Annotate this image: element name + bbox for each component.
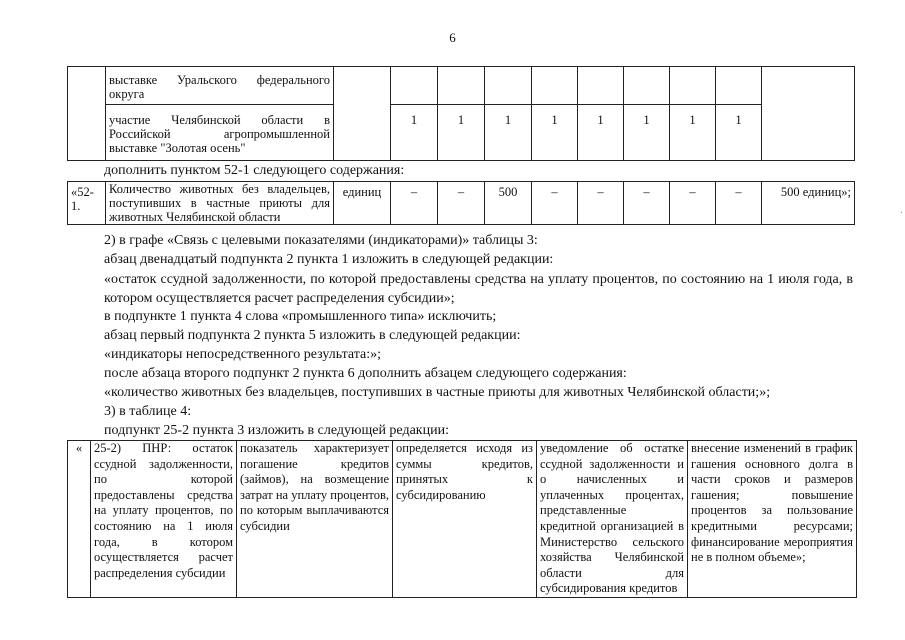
table-cell-value: 1 bbox=[624, 105, 670, 161]
table-cell-name: участие Челябинской области в Российской агропромышленной выставке "Золотая осень" bbox=[106, 105, 334, 161]
item-number: «52-1. bbox=[68, 182, 106, 225]
paragraph: после абзаца второго подпункт 2 пункта 6 дополнить абзацем следующего содержания: bbox=[104, 366, 627, 381]
table-cell-value: – bbox=[532, 182, 578, 225]
item-25-2-table bbox=[67, 440, 857, 598]
data-source: уведомление об остатке ссудной задолженности и о начисленных и уплаченных процентах, представленные кредитной организацией в Министерство сельского хозяйства Челябинской области для субсидирования кредитов bbox=[537, 441, 688, 598]
table-cell-value bbox=[670, 67, 716, 105]
opening-quote: « bbox=[68, 441, 91, 598]
table-row bbox=[68, 441, 857, 598]
table-cell-value: 1 bbox=[485, 105, 532, 161]
continuation-table bbox=[67, 66, 855, 161]
page-number: 6 bbox=[449, 30, 456, 45]
table-cell-value bbox=[716, 67, 762, 105]
risk-factors: внесение изменений в график гашения основного долга в части сроков и размеров гашения; повышение процентов за пользование кредитными ресурсами; финансирование мероприятия не в полном объеме»; bbox=[688, 441, 857, 598]
table-cell-value bbox=[624, 67, 670, 105]
table-cell-value bbox=[578, 67, 624, 105]
instruction-line: дополнить пунктом 52-1 следующего содержания: bbox=[104, 163, 405, 178]
table-cell-value bbox=[391, 67, 438, 105]
table-cell-value bbox=[532, 67, 578, 105]
paragraph: 3) в таблице 4: bbox=[104, 404, 192, 419]
paragraph: «количество животных без владельцев, поступивших в частные приюты для животных Челябинской области;»; bbox=[104, 385, 771, 400]
paragraph: абзац двенадцатый подпункта 2 пункта 1 изложить в следующей редакции: bbox=[104, 252, 554, 267]
paragraph: абзац первый подпункта 2 пункта 5 изложить в следующей редакции: bbox=[104, 328, 521, 343]
table-cell-unit bbox=[334, 67, 391, 161]
table-cell-value: – bbox=[578, 182, 624, 225]
table-cell-value: – bbox=[391, 182, 438, 225]
item-total: 500 единиц»; bbox=[762, 182, 855, 225]
table-cell-value: 1 bbox=[532, 105, 578, 161]
table-cell-value: 1 bbox=[716, 105, 762, 161]
calculation-method: определяется исходя из суммы кредитов, принятых к субсидированию bbox=[393, 441, 537, 598]
margin-mark: · bbox=[899, 208, 903, 219]
table-row bbox=[68, 67, 855, 105]
item-52-1-table bbox=[67, 181, 855, 225]
table-cell-value: 1 bbox=[670, 105, 716, 161]
table-cell-value: 500 bbox=[485, 182, 532, 225]
table-cell-num bbox=[68, 67, 106, 161]
table-cell-name: выставке Уральского федерального округа bbox=[106, 67, 334, 105]
paragraph-text: «остаток ссудной задолженности, по которой предоставлены средства на уплату процентов, по состоянию на 1 июля года, в котором осуществляется расчет распределения субсидии»; bbox=[104, 272, 853, 306]
table-cell-value: 1 bbox=[438, 105, 485, 161]
table-cell-total bbox=[762, 67, 855, 161]
indicator-name: 25-2) ПНР: остаток ссудной задолженности, по которой предоставлены средства на уплату процентов, по состоянию на 1 июля года, в котором осуществляется расчет распределения субсидии bbox=[91, 441, 237, 598]
item-name: Количество животных без владельцев, поступивших в частные приюты для животных Челябинской области bbox=[106, 182, 334, 225]
indicator-description: показатель характеризует погашение кредитов (займов), на возмещение затрат на уплату процентов, по которым выплачиваются субсидии bbox=[237, 441, 393, 598]
table-row bbox=[68, 105, 855, 161]
table-row bbox=[68, 182, 855, 225]
table-cell-value: – bbox=[624, 182, 670, 225]
paragraph: подпункт 25-2 пункта 3 изложить в следующей редакции: bbox=[104, 423, 449, 438]
table-cell-value: – bbox=[670, 182, 716, 225]
table-cell-value: – bbox=[716, 182, 762, 225]
table-cell-value: – bbox=[438, 182, 485, 225]
table-cell-value: 1 bbox=[391, 105, 438, 161]
table-cell-value bbox=[438, 67, 485, 105]
paragraph-quote bbox=[68, 270, 853, 308]
paragraph: «индикаторы непосредственного результата:»; bbox=[104, 347, 382, 362]
paragraph: 2) в графе «Связь с целевыми показателями (индикаторами)» таблицы 3: bbox=[104, 233, 538, 248]
table-cell-value: 1 bbox=[578, 105, 624, 161]
paragraph: в подпункте 1 пункта 4 слова «промышленного типа» исключить; bbox=[104, 309, 497, 324]
table-cell-value bbox=[485, 67, 532, 105]
item-unit: единиц bbox=[334, 182, 391, 225]
